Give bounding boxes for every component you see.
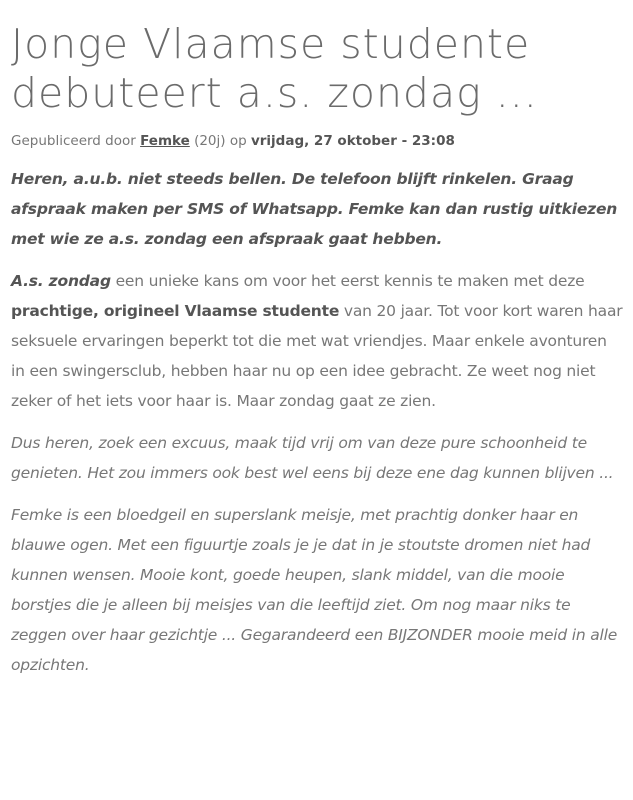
meta-age: (20j) op (189, 133, 251, 149)
paragraph-2: Dus heren, zoek een excuus, maak tijd vrij om van deze pure schoonheid te genieten. Het zou immers ook best wel eens bij deze ene dag kunnen blijven ... (11, 434, 614, 482)
paragraph-1-text-2: van 20 jaar. Tot voor kort waren haar seksuele ervaringen beperkt tot die met wat vriendjes. Maar enkele avonturen in een swingersclub, hebben haar nu op een idee gebracht. Ze weet nog niet zeker of het iets voor haar is. Maar zondag gaat ze zien. (11, 302, 623, 410)
paragraph-1-highlight-description: prachtige, origineel Vlaamse studente (11, 302, 340, 320)
lead-paragraph: Heren, a.u.b. niet steeds bellen. De telefoon blijft rinkelen. Graag afspraak maken per SMS of Whatsapp. Femke kan dan rustig uitkiezen met wie ze a.s. zondag een afspraak gaat hebben. (11, 170, 618, 248)
meta-prefix: Gepubliceerd door (11, 133, 141, 149)
article (11, 20, 623, 680)
author-link[interactable]: Femke (140, 133, 190, 149)
article-meta (11, 132, 623, 150)
paragraph-1 (11, 266, 623, 416)
paragraph-1-text-1: een unieke kans om voor het eerst kennis te maken met deze (110, 272, 585, 290)
paragraph-1-highlight-date: A.s. zondag (11, 272, 111, 290)
paragraph-3: Femke is een bloedgeil en superslank meisje, met prachtig donker haar en blauwe ogen. Met een figuurtje zoals je je dat in je stoutste dromen niet had kunnen wensen. Mooie kont, goede heupen, slank middel, van die mooie borstjes die je alleen bij meisjes van die leeftijd ziet. Om nog maar niks te zeggen over haar gezichtje ... Gegarandeerd een BIJZONDER mooie meid in alle opzichten. (11, 506, 618, 674)
article-title: Jonge Vlaamse studente debuteert a.s. zondag ... (11, 20, 538, 117)
publish-date: vrijdag, 27 oktober - 23:08 (250, 133, 455, 149)
